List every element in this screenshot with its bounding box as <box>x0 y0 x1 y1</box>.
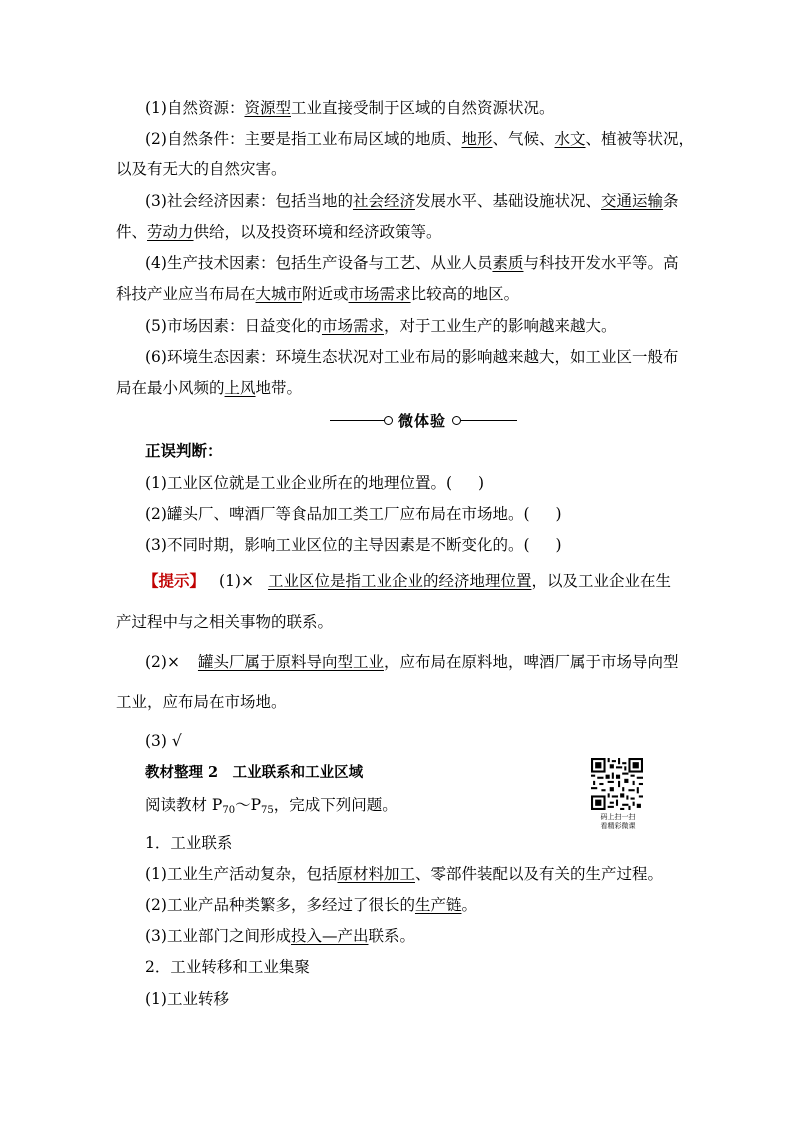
text: 联系。 <box>368 927 415 945</box>
answer-blank: 社会经济 <box>352 192 415 210</box>
text: (3)不同时期，影响工业区位的主导因素是不断变化的。( <box>145 536 530 554</box>
text: 。 <box>461 896 477 914</box>
divider-line-right <box>461 420 517 421</box>
answer-blank: 生产链 <box>414 896 462 914</box>
subheading-transfer-agglomeration: 2．工业转移和工业集聚 <box>145 958 310 976</box>
text: 发展水平、基础设施状况、 <box>414 192 601 210</box>
text: ，应布局在原料地，啤酒厂属于市场导向型 <box>383 653 679 671</box>
text: 供给，以及投资环境和经济政策等。 <box>193 223 442 241</box>
text: (5)市场因素：日益变化的 <box>145 317 322 335</box>
judge-title: 正误判断： <box>145 441 223 460</box>
text: (1)自然资源： <box>145 99 245 117</box>
factor-natural-resources <box>145 98 794 118</box>
hint-answer-2-cont: 工业，应布局在市场地。 <box>116 693 287 711</box>
reading-instruction <box>145 795 794 821</box>
judge-question-1 <box>145 473 794 493</box>
text: (3)工业部门之间形成 <box>145 927 291 945</box>
text: ，完成下列问题。 <box>273 796 398 814</box>
text: 与科技开发水平等。高 <box>523 254 679 272</box>
divider-line-left <box>330 420 384 421</box>
text: (2)工业产品种类繁多，多经过了很长的 <box>145 896 415 914</box>
answer-blank: 素质 <box>492 254 524 272</box>
hint-answer-2 <box>145 652 794 672</box>
factor-socioeconomic-cont <box>116 222 794 242</box>
transfer-item-1: (1)工业转移 <box>145 990 229 1008</box>
answer-mark: (2)× <box>145 653 180 671</box>
text: 、植被等状况， <box>585 130 695 148</box>
text: (6)环境生态因素：环境生态状况对工业布局的影响越来越大，如工业区一般布 <box>145 348 679 366</box>
divider-dot-right <box>452 416 461 425</box>
linkage-item-3 <box>145 926 794 946</box>
text: 以及有无大的自然灾害。 <box>116 160 287 178</box>
text: ) <box>555 505 562 523</box>
text: 地带。 <box>255 379 303 397</box>
divider-label: 微体验 <box>398 412 447 430</box>
qr-caption-line-1: 码上扫一扫 <box>600 813 636 821</box>
answer-blank: 水文 <box>554 130 586 148</box>
text: (1)工业生产活动复杂，包括 <box>145 865 338 883</box>
text: 阅读教材 P <box>145 796 223 814</box>
text: 工业直接受制于区域的自然资源状况。 <box>290 99 555 117</box>
text: ，对于工业生产的影响越来越大。 <box>383 317 617 335</box>
hint-label: 【提示】 <box>143 571 206 590</box>
text: 条 <box>663 192 679 210</box>
text: (1)工业区位就是工业企业所在的地理位置。( <box>145 474 453 492</box>
text: 、零部件装配以及有关的生产过程。 <box>414 865 663 883</box>
linkage-item-1 <box>145 864 794 884</box>
text: (4)生产技术因素：包括生产设备与工艺、从业人员 <box>145 254 493 272</box>
answer-blank: 投入—产出 <box>290 927 369 945</box>
qr-caption-line-2: 看精彩微课 <box>600 822 636 830</box>
factor-natural-conditions-cont <box>116 159 794 179</box>
judge-question-3 <box>145 535 794 555</box>
factor-socioeconomic <box>145 191 794 211</box>
hint-answer-1 <box>143 571 794 591</box>
text: 局在最小风频的 <box>116 379 225 397</box>
answer-blank: 交通运输 <box>601 192 664 210</box>
qr-code-icon[interactable] <box>591 758 643 810</box>
section-divider <box>0 410 794 430</box>
text: ) <box>555 536 562 554</box>
subscript: 70 <box>222 805 236 816</box>
hint-answer-3: (3) √ <box>145 732 182 750</box>
factor-natural-conditions <box>145 129 794 149</box>
text: (3)社会经济因素：包括当地的 <box>145 192 353 210</box>
answer-mark: (1)× <box>219 572 254 590</box>
answer-blank: 原材料加工 <box>337 865 415 883</box>
text: (2)罐头厂、啤酒厂等食品加工类工厂应布局在市场地。( <box>145 505 530 523</box>
text: 、气候、 <box>492 130 555 148</box>
text: ) <box>478 474 485 492</box>
answer-key-text: 工业区位是指工业企业的经济地理位置 <box>267 572 532 590</box>
answer-blank: 大城市 <box>255 285 303 303</box>
answer-blank: 上风 <box>224 379 256 397</box>
factor-technology <box>145 253 794 273</box>
linkage-item-2 <box>145 895 794 915</box>
answer-blank: 资源型 <box>244 99 291 117</box>
answer-blank: 劳动力 <box>147 223 194 241</box>
answer-blank: 市场需求 <box>348 285 411 303</box>
text: ～P <box>235 796 262 814</box>
factor-technology-cont <box>116 284 794 304</box>
hint-answer-1-cont: 产过程中与之相关事物的联系。 <box>116 613 334 631</box>
text: 科技产业应当布局在 <box>116 285 256 303</box>
text: ，以及工业企业在生 <box>531 572 671 590</box>
judge-question-2 <box>145 504 794 524</box>
text: 件、 <box>116 223 148 241</box>
section-heading: 教材整理 2 工业联系和工业区域 <box>145 764 364 781</box>
factor-market <box>145 316 794 336</box>
text: (2)自然条件：主要是指工业布局区域的地质、 <box>145 130 462 148</box>
answer-blank: 地形 <box>461 130 493 148</box>
answer-blank: 市场需求 <box>321 317 384 335</box>
subheading-industrial-linkage: 1．工业联系 <box>145 834 233 852</box>
answer-key-text: 罐头厂属于原料导向型工业 <box>197 653 384 671</box>
text: 附近或 <box>302 285 349 303</box>
divider-dot-left <box>384 416 393 425</box>
factor-environment <box>145 347 794 367</box>
text: 比较高的地区。 <box>410 285 520 303</box>
subscript: 75 <box>261 805 274 816</box>
factor-environment-cont <box>116 378 794 398</box>
